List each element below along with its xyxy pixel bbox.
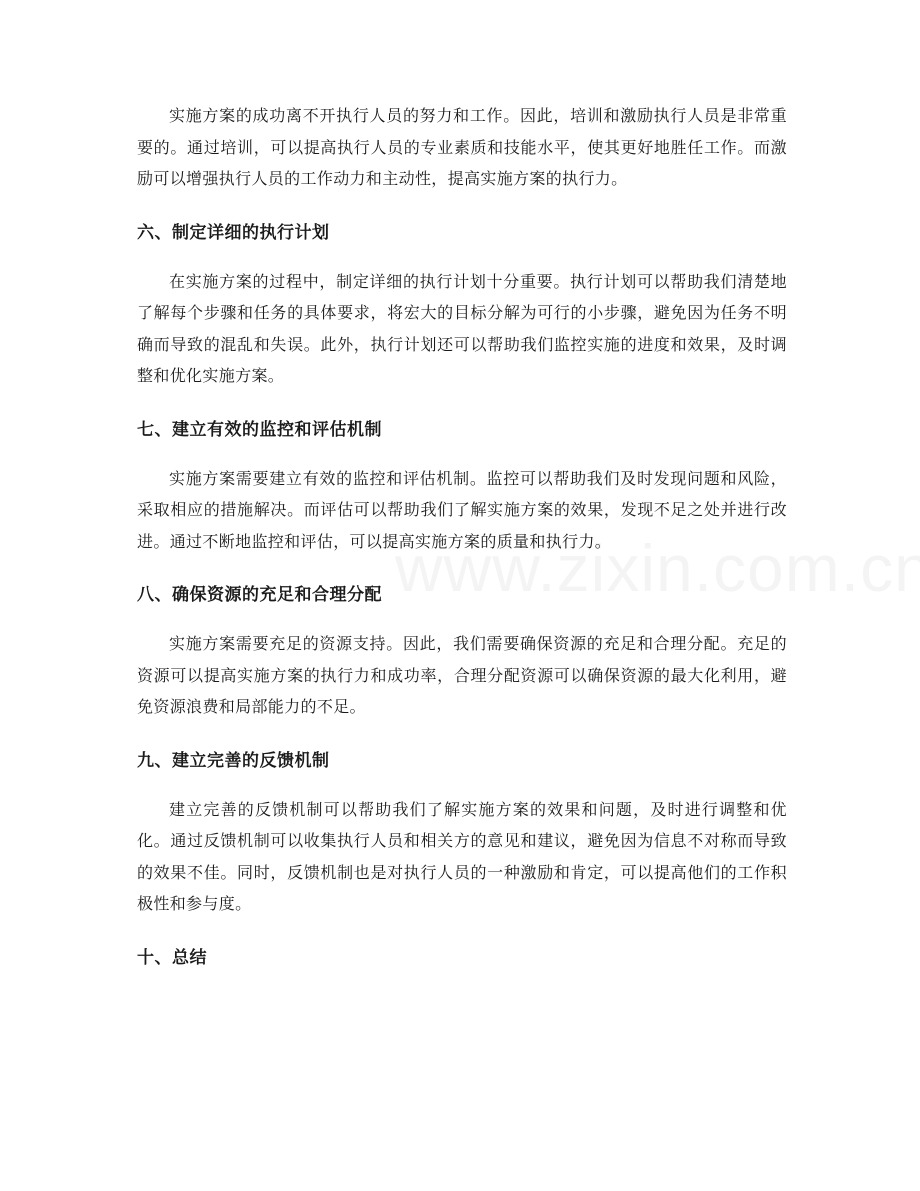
heading-section-7: 七、建立有效的监控和评估机制	[137, 419, 382, 440]
heading-section-8: 八、确保资源的充足和合理分配	[137, 585, 382, 605]
paragraph-section-8: 实施方案需要充足的资源支持。因此，我们需要确保资源的充足和合理分配。充足的资源可以提高实施方案的执行力和成功率，合理分配资源可以确保资源的最大化利用，避免资源浪费和局部能力的不足。	[137, 634, 787, 716]
heading-section-9: 九、建立完善的反馈机制	[137, 750, 330, 771]
paragraph-training-incentives: 实施方案的成功离不开执行人员的努力和工作。因此，培训和激励执行人员是非常重要的。通过培训，可以提高执行人员的专业素质和技能水平，使其更好地胜任工作。而激励可以增强执行人员的工作动力和主动性，提高实施方案的执行力。	[137, 106, 787, 188]
paragraph-section-9: 建立完善的反馈机制可以帮助我们了解实施方案的效果和问题，及时进行调整和优化。通过反馈机制可以收集执行人员和相关方的意见和建议，避免因为信息不对称而导致的效果不佳。同时，反馈机制也是对执行人员的一种激励和肯定，可以提高他们的工作积极性和参与度。	[137, 799, 787, 913]
heading-section-10: 十、总结	[137, 947, 207, 968]
heading-section-6: 六、制定详细的执行计划	[137, 222, 330, 243]
document-body	[137, 100, 787, 974]
paragraph-section-6: 在实施方案的过程中，制定详细的执行计划十分重要。执行计划可以帮助我们清楚地了解每个步骤和任务的具体要求，将宏大的目标分解为可行的小步骤，避免因为任务不明确而导致的混乱和失误。此外，执行计划还可以帮助我们监控实施的进度和效果，及时调整和优化实施方案。	[137, 271, 787, 385]
paragraph-section-7: 实施方案需要建立有效的监控和评估机制。监控可以帮助我们及时发现问题和风险，采取相应的措施解决。而评估可以帮助我们了解实施方案的效果，发现不足之处并进行改进。通过不断地监控和评估，可以提高实施方案的质量和执行力。	[137, 468, 787, 551]
